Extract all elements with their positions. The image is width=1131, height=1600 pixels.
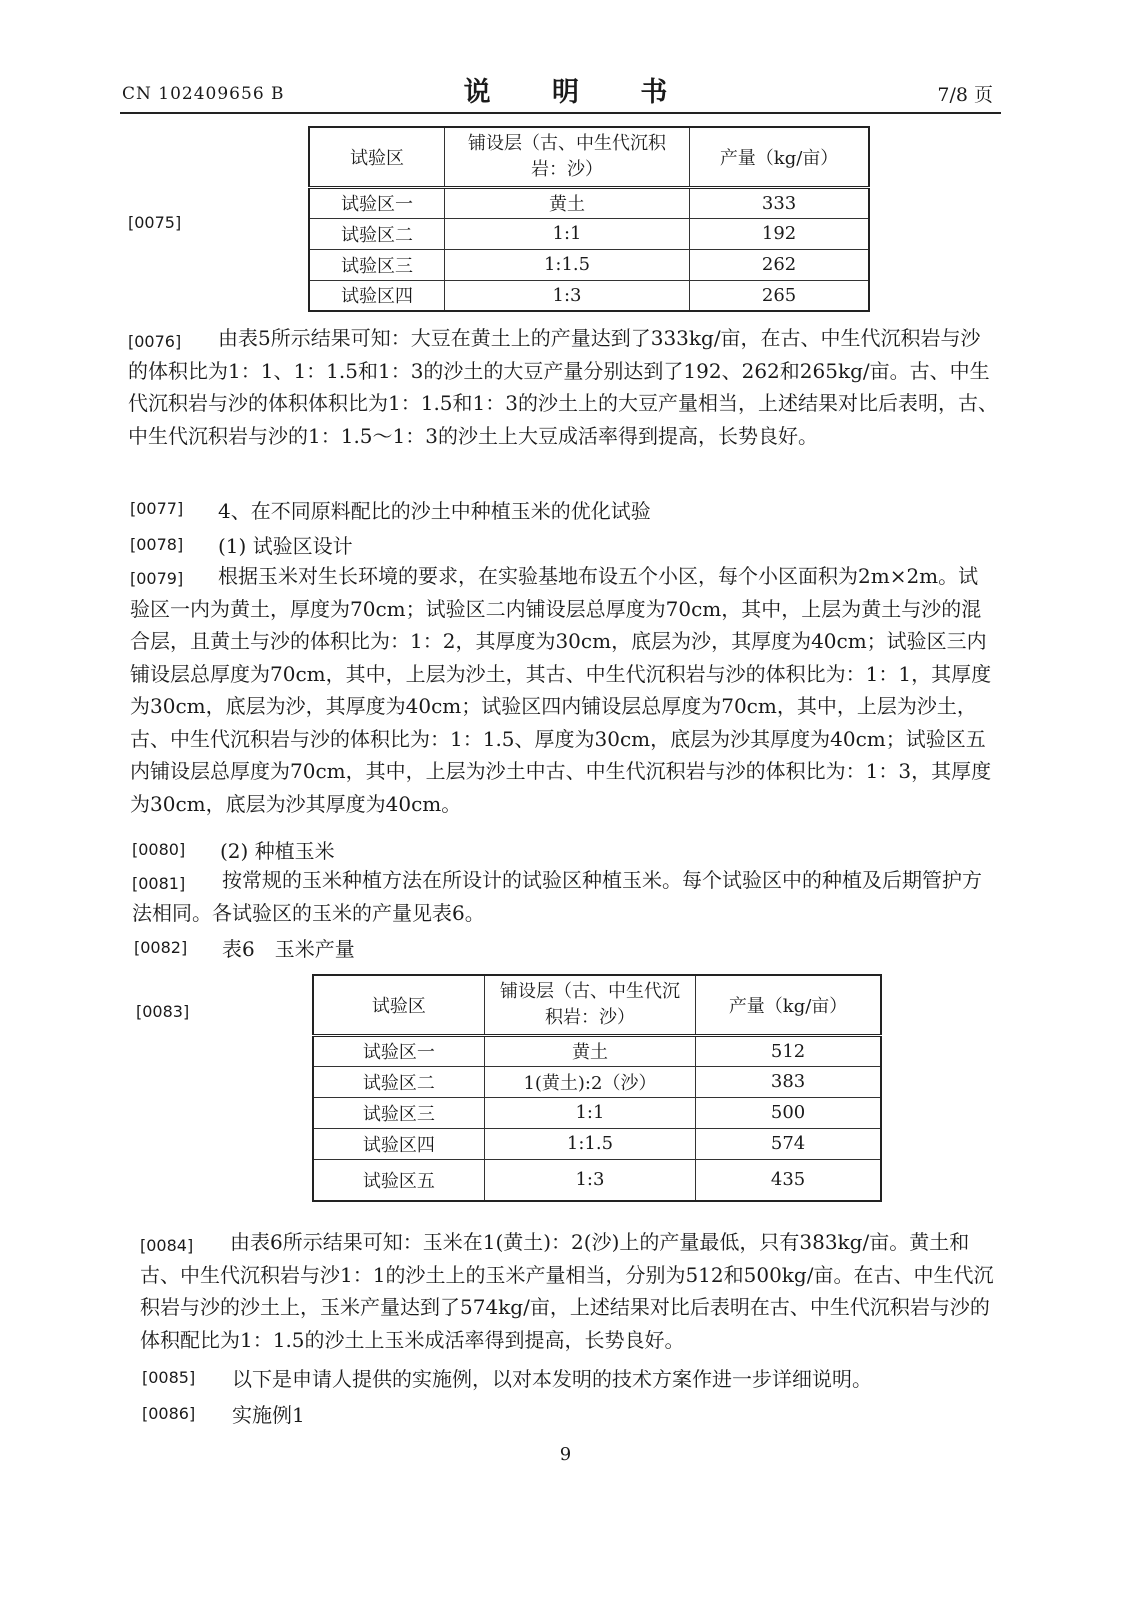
- table-cell: 试验区五: [313, 1159, 484, 1201]
- table-cell: 黄土: [444, 187, 689, 218]
- paragraph-0084: 由表6所示结果可知：玉米在1(黄土)：2(沙)上的产量最低，只有383kg/亩。黄土和古、中生代沉积岩与沙1：1的沙土上的玉米产量相当，分别为512和500kg/亩。在古、中生代沉积岩与沙的沙土上，玉米产量达到了574kg/亩，上述结果对比后表明在古、中生代沉积岩与沙的体积配比为1：1.5的沙土上玉米成活率得到提高，长势良好。: [140, 1230, 994, 1352]
- table-cell: 262: [690, 249, 869, 280]
- document-title: 说 明 书: [463, 77, 694, 108]
- table-header-cell: 试验区: [309, 127, 444, 187]
- paragraph-number-0076: [0076]: [128, 332, 182, 351]
- table-cell: 1:1.5: [444, 249, 689, 280]
- paragraph-0078: (1) 试验区设计: [218, 534, 353, 558]
- table-cell: 试验区二: [313, 1066, 484, 1097]
- table-cell: 试验区三: [309, 249, 444, 280]
- paragraph-0077: 4、在不同原料配比的沙土中种植玉米的优化试验: [218, 499, 651, 523]
- table-header-cell: 铺设层（古、中生代沉积岩：沙）: [484, 975, 695, 1035]
- table-header-row: [309, 127, 869, 187]
- table-row: [313, 1097, 881, 1128]
- paragraph-number-0085: [0085]: [142, 1368, 196, 1387]
- paragraph-number-0083: [0083]: [136, 1002, 190, 1021]
- table-row: [309, 187, 869, 218]
- paragraph-0082: 表6 玉米产量: [222, 937, 355, 961]
- table-cell: 192: [690, 218, 869, 249]
- table-row: [313, 1128, 881, 1159]
- table-row: [309, 280, 869, 311]
- table-row: [313, 1035, 881, 1066]
- table-cell: 435: [696, 1159, 881, 1201]
- table-cell: 333: [690, 187, 869, 218]
- paragraph-number-0086: [0086]: [142, 1404, 196, 1423]
- table-row: [309, 218, 869, 249]
- paragraph-number-0080: [0080]: [132, 840, 186, 859]
- paragraph-number-0077: [0077]: [130, 499, 184, 518]
- table-cell: 试验区二: [309, 218, 444, 249]
- table-cell: 试验区三: [313, 1097, 484, 1128]
- table-cell: 黄土: [484, 1035, 695, 1066]
- table-6: [312, 974, 882, 1202]
- table-cell: 试验区四: [313, 1128, 484, 1159]
- table-cell: 1:1: [444, 218, 689, 249]
- table-header-cell: 试验区: [313, 975, 484, 1035]
- table-cell: 500: [696, 1097, 881, 1128]
- table-5: [308, 126, 870, 312]
- paragraph-0080: (2) 种植玉米: [220, 839, 335, 863]
- table-cell: 1:1: [484, 1097, 695, 1128]
- paragraph-0076: 由表5所示结果可知：大豆在黄土上的产量达到了333kg/亩，在古、中生代沉积岩与沙的体积比为1：1、1：1.5和1：3的沙土的大豆产量分别达到了192、262和265kg/亩。古、中生代沉积岩与沙的体积体积比为1：1.5和1：3的沙土上的大豆产量相当，上述结果对比后表明，古、中生代沉积岩与沙的1：1.5～1：3的沙土上大豆成活率得到提高，长势良好。: [128, 326, 998, 448]
- table-header-cell: 产量（kg/亩）: [690, 127, 869, 187]
- paragraph-number-0078: [0078]: [130, 535, 184, 554]
- paragraph-0081: 按常规的玉米种植方法在所设计的试验区种植玉米。每个试验区中的种植及后期管护方法相同。各试验区的玉米的产量见表6。: [132, 868, 982, 925]
- paragraph-number-0075: [0075]: [128, 213, 182, 232]
- table-cell: 574: [696, 1128, 881, 1159]
- table-header-row: [313, 975, 881, 1035]
- table-cell: 试验区一: [309, 187, 444, 218]
- page-info: 7/8 页: [937, 84, 993, 106]
- table-header-cell: 产量（kg/亩）: [696, 975, 881, 1035]
- table-cell: 1:3: [484, 1159, 695, 1201]
- patent-number: CN 102409656 B: [122, 84, 285, 104]
- table-cell: 512: [696, 1035, 881, 1066]
- table-cell: 1:1.5: [484, 1128, 695, 1159]
- paragraph-number-0079: [0079]: [130, 569, 184, 588]
- table-cell: 383: [696, 1066, 881, 1097]
- table-row: [313, 1066, 881, 1097]
- table-cell: 265: [690, 280, 869, 311]
- paragraph-0086: 实施例1: [232, 1403, 305, 1427]
- table-header-cell: 铺设层（古、中生代沉积岩：沙）: [444, 127, 689, 187]
- paragraph-number-0082: [0082]: [134, 938, 188, 957]
- table-row: [309, 249, 869, 280]
- table-cell: 试验区四: [309, 280, 444, 311]
- table-row: [313, 1159, 881, 1201]
- table-cell: 1:3: [444, 280, 689, 311]
- paragraph-0079: 根据玉米对生长环境的要求，在实验基地布设五个小区，每个小区面积为2m×2m。试验区一内为黄土，厚度为70cm；试验区二内铺设层总厚度为70cm，其中，上层为黄土与沙的混合层，且黄土与沙的体积比为：1：2，其厚度为30cm，底层为沙，其厚度为40cm；试验区三内铺设层总厚度为70cm，其中，上层为沙土，其古、中生代沉积岩与沙的体积比为：1：1，其厚度为30cm，底层为沙，其厚度为40cm；试验区四内铺设层总厚度为70cm，其中，上层为沙土，古、中生代沉积岩与沙的体积比为：1：1.5、厚度为30cm，底层为沙其厚度为40cm；试验区五内铺设层总厚度为70cm，其中，上层为沙土中古、中生代沉积岩与沙的体积比为：1：3，其厚度为30cm，底层为沙其厚度为40cm。: [130, 564, 992, 816]
- page-number: 9: [559, 1444, 572, 1465]
- paragraph-number-0084: [0084]: [140, 1236, 194, 1255]
- header-rule: [120, 112, 1001, 114]
- table-cell: 1(黄土):2（沙）: [484, 1066, 695, 1097]
- table-cell: 试验区一: [313, 1035, 484, 1066]
- paragraph-0085: 以下是申请人提供的实施例，以对本发明的技术方案作进一步详细说明。: [232, 1367, 872, 1391]
- paragraph-number-0081: [0081]: [132, 874, 186, 893]
